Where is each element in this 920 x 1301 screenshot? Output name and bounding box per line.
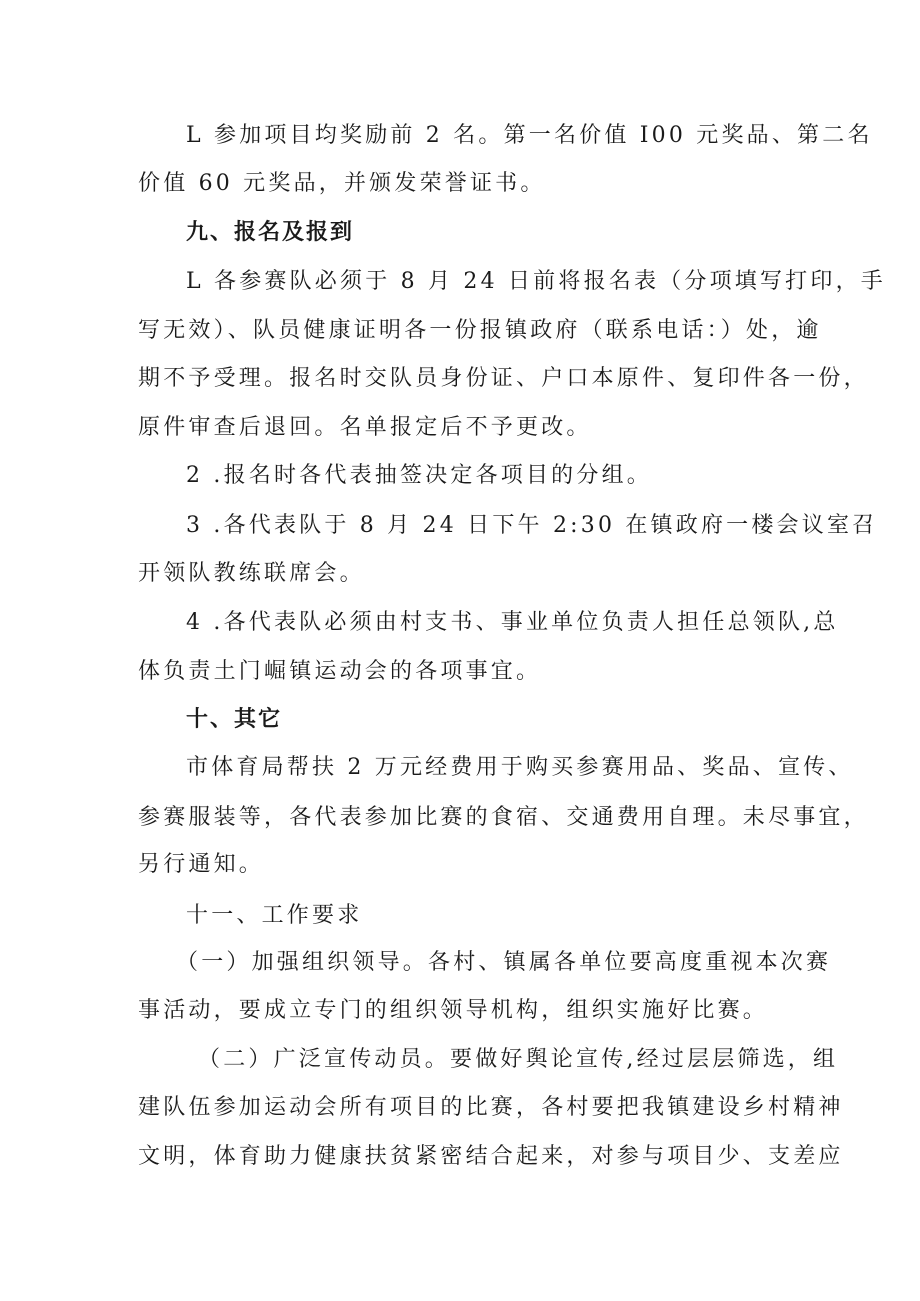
paragraph-line: L 各参赛队必须于 8 月 24 日前将报名表（分项填写打印，手 — [186, 269, 886, 294]
section-heading-other: 十、其它 — [186, 707, 283, 732]
paragraph-line: 文明，体育助力健康扶贫紧密结合起来，对参与项目少、支差应 — [138, 1144, 844, 1169]
paragraph-line: 参赛服装等，各代表参加比赛的食宿、交通费用自理。未尽事宜， — [138, 805, 869, 830]
paragraph-line: 事活动，要成立专门的组织领导机构，组织实施好比赛。 — [138, 998, 769, 1023]
paragraph-line: 体负责土门崛镇运动会的各项事宜。 — [138, 659, 542, 684]
paragraph-line: 4 .各代表队必须由村支书、事业单位负责人担任总领队,总 — [186, 610, 839, 635]
paragraph-line: 3 .各代表队于 8 月 24 日下午 2:30 在镇政府一楼会议室召 — [186, 513, 878, 538]
paragraph-line: 建队伍参加运动会所有项目的比赛，各村要把我镇建设乡村精神 — [138, 1095, 844, 1120]
section-heading-registration: 九、报名及报到 — [186, 220, 355, 245]
paragraph-line: 原件审查后退回。名单报定后不予更改。 — [138, 415, 592, 440]
paragraph-line: 市体育局帮扶 2 万元经费用于购买参赛用品、奖品、宣传、 — [186, 755, 854, 780]
paragraph-line: 价值 60 元奖品，并颁发荣誉证书。 — [138, 171, 546, 196]
paragraph-line: （一）加强组织领导。各村、镇属各单位要高度重视本次赛 — [176, 950, 832, 975]
paragraph-line: L 参加项目均奖励前 2 名。第一名价值 I00 元奖品、第二名 — [186, 123, 873, 148]
paragraph-line: 开领队教练联席会。 — [138, 561, 365, 586]
paragraph-line: 写无效）、队员健康证明各一份报镇政府（联系电话：）处，逾 — [138, 318, 822, 343]
paragraph-line: （二）广泛宣传动员。要做好舆论宣传,经过层层筛选，组 — [198, 1047, 839, 1072]
paragraph-line: 另行通知。 — [138, 852, 265, 877]
paragraph-line: 2 .报名时各代表抽签决定各项目的分组。 — [186, 463, 652, 488]
section-heading-work-requirements: 十一、工作要求 — [186, 903, 363, 928]
paragraph-line: 期不予受理。报名时交队员身份证、户口本原件、复印件各一份， — [138, 366, 869, 391]
